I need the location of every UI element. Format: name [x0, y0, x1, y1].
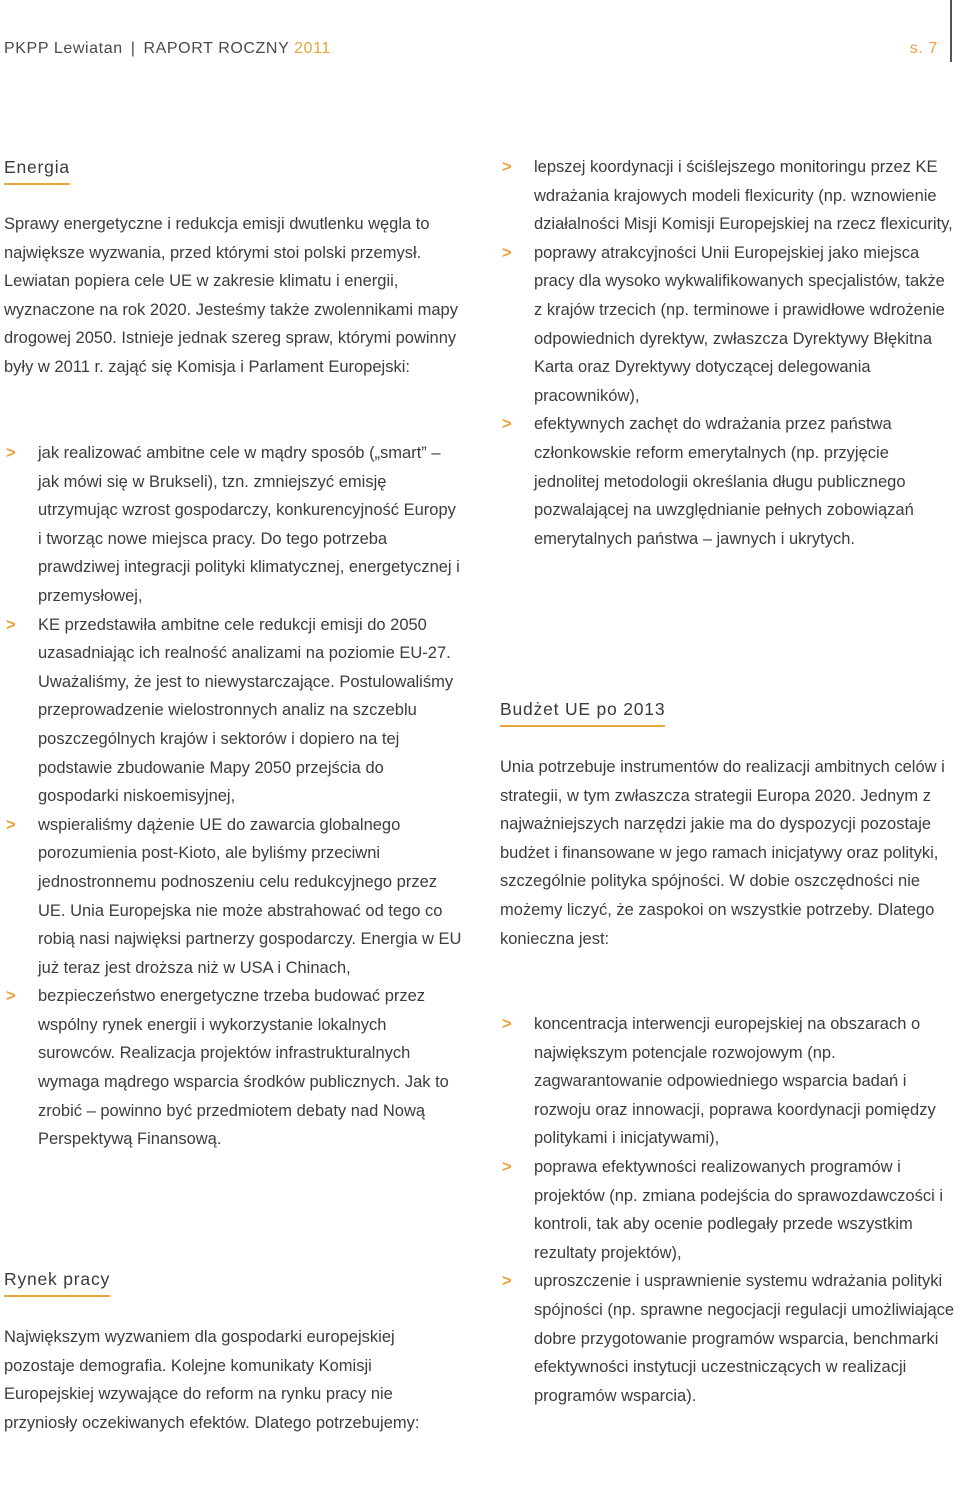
rynek-intro: Największym wyzwaniem dla gospodarki europejskiej pozostaje demografia. Kolejne komunikaty Komisji Europejskiej wzywające do reform na rynku pracy nie przyniosły oczekiwanych efektów. Dlatego potrzebujemy:	[4, 1328, 420, 1432]
list-item-text: lepszej koordynacji i ściślejszego monitoringu przez KE wdrażania krajowych modeli flexicurity (np. wznowienie działalności Misji Komisji Europejskiej na rzecz flexicurity,	[534, 158, 953, 234]
list-item-text: poprawy atrakcyjności Unii Europejskiej jako miejsca pracy dla wysoko wykwalifikowanych specjalistów, także z krajów trzecich (np. terminowe i prawidłowe wdrożenie odpowiednich dyrektyw, zwłaszcza Dyrektywy Błękitna Karta oraz Dyrektywy dotyczącej delegowania pracowników),	[534, 243, 945, 405]
energia-list	[4, 439, 462, 1154]
list-item-text: jak realizować ambitne cele w mądry sposób („smart” – jak mówi się w Brukseli), tzn. zmniejszyć emisję utrzymując wzrost gospodarczy, konkurencyjność Europy i tworząc nowe miejsca pracy. Do tego potrzeba prawdziwej integracji polityki klimatycznej, energetycznej i przemysłowej,	[38, 444, 460, 605]
list-marker: >	[502, 243, 512, 262]
section-heading-rynek-pracy: Rynek pracy	[4, 1267, 110, 1297]
list-item-text: koncentracja interwencji europejskiej na obszarach o największym potencjale rozwojowym (np. zagwarantowanie odpowiedniego wsparcia badań i rozwoju oraz innowacji, poprawa koordynacji pomiędzy politykami i inicjatywami),	[534, 1015, 936, 1148]
energia-intro: Sprawy energetyczne i redukcja emisji dwutlenku węgla to największe wyzwania, przed którymi stoi polski przemysł. Lewiatan popiera cele UE w zakresie klimatu i energii, wyznaczone na rok 2020. Jesteśmy także zwolennikami mapy drogowej 2050. Istnieje jednak szereg spraw, którymi powinny były w 2011 r. zająć się Komisja i Parlament Europejski:	[4, 215, 458, 376]
list-item	[500, 1267, 958, 1410]
list-item-text: wspieraliśmy dążenie UE do zawarcia globalnego porozumienia post-Kioto, ale byliśmy przeciwni jednostronnemu podnoszeniu celu redukcyjnego przez UE. Unia Europejska nie może abstrahować od tego co robią nasi najwięksi partnerzy gospodarczy. Energia w EU już teraz jest droższa niż w USA i Chinach,	[38, 815, 462, 977]
section-heading-energia: Energia	[4, 155, 70, 185]
list-item	[4, 811, 462, 983]
list-marker: >	[6, 987, 16, 1006]
list-marker: >	[6, 615, 16, 634]
list-item	[500, 1010, 958, 1153]
list-item-text: uproszczenie i usprawnienie systemu wdrażania polityki spójności (np. sprawne negocjacji regulacji umożliwiające dobre przygotowanie programów wsparcia, benchmarki efektywności instytucji uczestniczących w realizacji programów wsparcia).	[534, 1272, 955, 1405]
report-title: RAPORT ROCZNY	[143, 40, 290, 57]
budzet-intro: Unia potrzebuje instrumentów do realizacji ambitnych celów i strategii, w tym zwłaszcza strategii Europa 2020. Jednym z najważniejszych narzędzi jakie ma do dyspozycji pozostaje budżet i finansowane w jego ramach inicjatywy oraz polityki, szczególnie polityka spójności. W dobie oszczędności nie możemy liczyć, że zaspokoi on wszystkie potrzeby. Dlatego konieczna jest:	[500, 758, 945, 948]
list-marker: >	[6, 815, 16, 834]
list-marker: >	[6, 444, 16, 462]
list-marker: >	[502, 158, 512, 176]
section-heading-budzet: Budżet UE po 2013	[500, 697, 665, 727]
list-marker: >	[502, 1157, 512, 1176]
list-item	[500, 1153, 958, 1267]
publication-name: PKPP Lewiatan	[4, 40, 123, 57]
list-item-text: bezpieczeństwo energetyczne trzeba budować przez wspólny rynek energii i wykorzystanie lokalnych surowców. Realizacja projektów infrastrukturalnych wymaga mądrego wsparcia środków publicznych. Jak to zrobić – powinno być przedmiotem debaty nad Nową Perspektywą Finansową.	[38, 987, 449, 1149]
list-item	[500, 153, 956, 239]
list-item	[4, 611, 462, 811]
list-item	[4, 439, 462, 611]
page-number: s. 7	[909, 40, 938, 57]
list-item	[4, 982, 462, 1154]
report-year: 2011	[294, 40, 331, 57]
rynek-list	[500, 153, 956, 553]
list-marker: >	[502, 1015, 512, 1033]
header-separator: |	[130, 40, 136, 57]
page-edge-rule	[950, 0, 952, 62]
list-item	[500, 239, 956, 411]
list-item-text: KE przedstawiła ambitne cele redukcji emisji do 2050 uzasadniając ich realność analizami na poziomie EU-27. Uważaliśmy, że jest to niewystarczające. Postulowaliśmy przeprowadzenie wielostronnych analiz na szczeblu poszczególnych krajów i sektorów i dopiero na tej podstawie zbudowanie Mapy 2050 przejścia do gospodarki niskoemisyjnej,	[38, 615, 454, 806]
list-item-text: poprawa efektywności realizowanych programów i projektów (np. zmiana podejścia do sprawozdawczości i kontroli, tak aby ocenie podlegały przede wszystkim rezultaty projektów),	[534, 1157, 944, 1262]
list-marker: >	[502, 1272, 512, 1291]
list-item-text: efektywnych zachęt do wdrażania przez państwa członkowskie reform emerytalnych (np. przyjęcie jednolitej metodologii określania długu publicznego pozwalającej na uwzględnianie pełnych zobowiązań emerytalnych państwa – jawnych i ukrytych.	[534, 415, 914, 548]
running-header	[4, 40, 944, 64]
budzet-list	[500, 1010, 958, 1410]
list-marker: >	[502, 415, 512, 434]
list-item	[500, 410, 956, 553]
